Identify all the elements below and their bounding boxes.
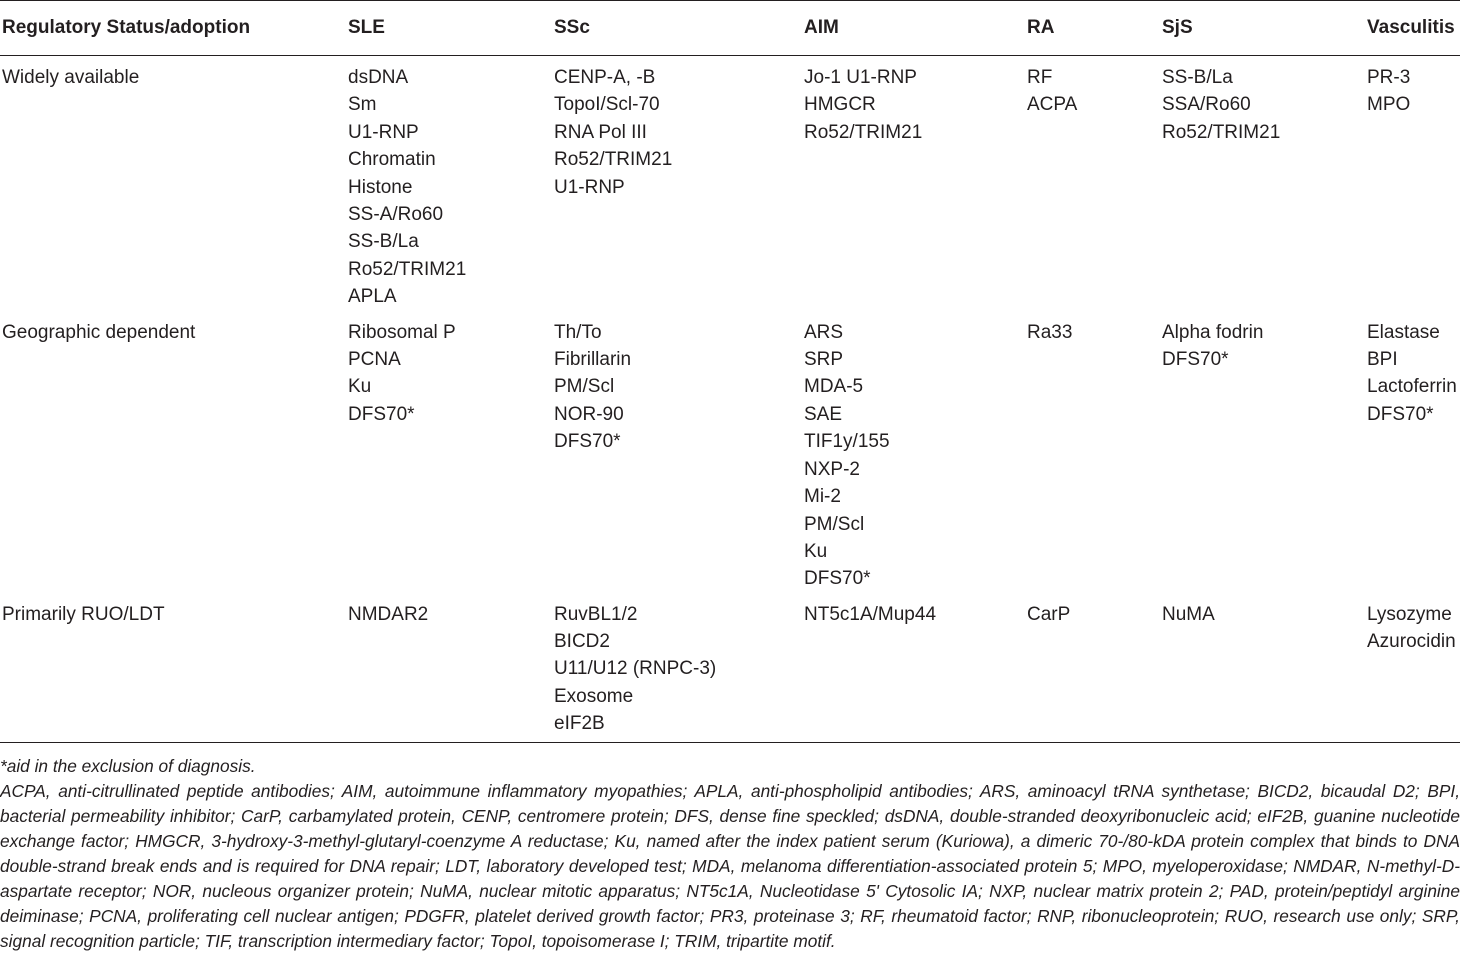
marker-item: SS-B/La [1162, 67, 1233, 88]
marker-item: PR-3 [1367, 67, 1411, 88]
marker-item: HMGCR [804, 94, 876, 116]
marker-item: U1-RNP [554, 176, 625, 198]
marker-item: Mi-2 [804, 486, 841, 508]
marker-item: CarP [1027, 603, 1071, 625]
marker-item: RF [1027, 67, 1053, 88]
marker-item: TopoI/Scl-70 [554, 94, 660, 116]
marker-item: Sm [348, 94, 377, 116]
marker-item: Lysozyme [1367, 603, 1452, 625]
marker-item: eIF2B [554, 713, 605, 735]
marker-item: PCNA [348, 349, 401, 371]
row-status-cell: Widely available [2, 67, 140, 88]
cell-ssc [552, 595, 802, 743]
header-ssc: SSc [552, 1, 802, 56]
cell-ra [1025, 56, 1160, 311]
marker-item: MDA-5 [804, 376, 864, 398]
marker-item: Chromatin [348, 149, 436, 171]
cell-aim [802, 311, 1025, 595]
marker-item: RNA Pol III [554, 121, 647, 143]
marker-item: Histone [348, 176, 413, 198]
marker-item: Jo-1 U1-RNP [804, 67, 917, 88]
header-ra: RA [1025, 1, 1160, 56]
footnote-asterisk: *aid in the exclusion of diagnosis. [0, 756, 256, 776]
marker-item: Lactoferrin [1367, 376, 1457, 398]
marker-item: DFS70* [804, 568, 871, 590]
cell-aim [802, 595, 1025, 743]
cell-sjs [1160, 311, 1365, 595]
row-status-cell: Geographic dependent [2, 321, 196, 343]
cell-sle [346, 595, 552, 743]
marker-item: U1-RNP [348, 121, 419, 143]
marker-item: SAE [804, 403, 843, 425]
marker-item: Ra33 [1027, 321, 1073, 343]
marker-item: DFS70* [554, 431, 621, 453]
marker-item: PM/Scl [554, 376, 615, 398]
marker-item: Ku [348, 376, 372, 398]
marker-item: SS-A/Ro60 [348, 204, 444, 226]
table-row [0, 56, 1460, 311]
cell-sjs [1160, 595, 1365, 743]
table-header-row [0, 1, 1460, 56]
marker-item: Ro52/TRIM21 [1162, 121, 1281, 143]
cell-ssc [552, 311, 802, 595]
header-sjs: SjS [1160, 1, 1365, 56]
header-sle: SLE [346, 1, 552, 56]
header-regulatory-status: Regulatory Status/adoption [0, 1, 346, 56]
marker-item: SRP [804, 349, 844, 371]
header-aim: AIM [802, 1, 1025, 56]
marker-item: SS-B/La [348, 231, 419, 253]
cell-sle [346, 311, 552, 595]
marker-item: DFS70* [1162, 349, 1229, 371]
marker-item: dsDNA [348, 67, 409, 88]
cell-vasculitis [1365, 311, 1460, 595]
cell-vasculitis [1365, 595, 1460, 743]
marker-item: Fibrillarin [554, 349, 632, 371]
cell-vasculitis [1365, 56, 1460, 311]
cell-ssc [552, 56, 802, 311]
marker-item: NMDAR2 [348, 603, 429, 625]
header-vasculitis: Vasculitis [1365, 1, 1460, 56]
marker-item: MPO [1367, 94, 1411, 116]
cell-sle [346, 56, 552, 311]
table-body [0, 56, 1460, 743]
footnote-abbreviations: ACPA, anti-citrullinated peptide antibodies; AIM, autoimmune inflammatory myopathies; APLA, anti-phospholipid antibodies; ARS, aminoacyl tRNA synthetase; BICD2, bicaudal D2; BPI, bacterial permeability inhibitor; CarP, carbamylated protein, CENP, centromere protein; DFS, dense fine speckled; dsDNA, double-stranded deoxyribonucleic acid; eIF2B, guanine nucleotide exchange factor; HMGCR, 3-hydroxy-3-methyl-glutaryl-coenzyme A reductase; Ku, named after the index patient serum (Kuriowa), a dimeric 70-/80-kDA protein complex that binds to DNA double-strand break ends and is required for DNA repair; LDT, laboratory developed test; MDA, melanoma differentiation-associated protein 5; MPO, myeloperoxidase; NMDAR, N-methyl-D-aspartate receptor; NOR, nucleous organizer protein; NuMA, nuclear mitotic apparatus; NT5c1A, Nucleotidase 5' Cytosolic IA; NXP, nuclear matrix protein 2; PAD, protein/peptidyl arginine deiminase; PCNA, proliferating cell nuclear antigen; PDGFR, platelet derived growth factor; PR3, proteinase 3; RF, rheumatoid factor; RNP, ribonucleoprotein; RUO, research use only; SRP, signal recognition particle; TIF, transcription intermediary factor; TopoI, topoisomerase I; TRIM, tripartite motif. [0, 781, 1460, 951]
marker-item: TIF1y/155 [804, 431, 890, 453]
marker-item: Exosome [554, 685, 634, 707]
row-status-cell: Primarily RUO/LDT [0, 595, 346, 743]
marker-item: DFS70* [348, 403, 415, 425]
marker-item: Ku [804, 540, 828, 562]
marker-item: Alpha fodrin [1162, 321, 1264, 343]
marker-item: U11/U12 (RNPC-3) [554, 658, 717, 680]
marker-item: ACPA [1027, 94, 1078, 116]
marker-item: Azurocidin [1367, 631, 1456, 653]
marker-item: RuvBL1/2 [554, 603, 638, 625]
marker-item: NT5c1A/Mup44 [804, 603, 937, 625]
table-row [0, 311, 1460, 595]
marker-item: Th/To [554, 321, 602, 343]
cell-ra [1025, 595, 1160, 743]
cell-ra [1025, 311, 1160, 595]
marker-item: BPI [1367, 349, 1398, 371]
marker-item: Ro52/TRIM21 [348, 258, 467, 280]
marker-item: NuMA [1162, 603, 1215, 625]
marker-item: CENP-A, -B [554, 67, 656, 88]
marker-item: PM/Scl [804, 513, 865, 535]
cell-sjs [1160, 56, 1365, 311]
marker-item: SSA/Ro60 [1162, 94, 1251, 116]
table-row [0, 595, 1460, 743]
marker-item: Ro52/TRIM21 [554, 149, 673, 171]
marker-item: Elastase [1367, 321, 1440, 343]
marker-item: Ribosomal P [348, 321, 456, 343]
marker-item: NOR-90 [554, 403, 624, 425]
marker-item: DFS70* [1367, 403, 1434, 425]
marker-item: NXP-2 [804, 458, 860, 480]
marker-item: ARS [804, 321, 844, 343]
marker-item: APLA [348, 286, 397, 308]
marker-item: Ro52/TRIM21 [804, 121, 923, 143]
marker-item: BICD2 [554, 631, 610, 653]
cell-aim [802, 56, 1025, 311]
table-footnotes [0, 754, 1460, 954]
